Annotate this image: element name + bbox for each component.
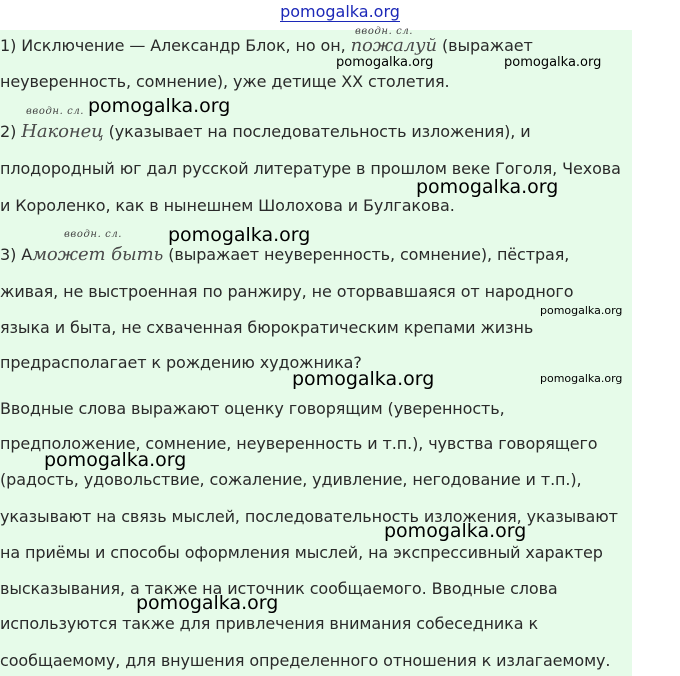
p3-line1 [0,245,569,265]
p3-text-pre: 3) А [0,245,33,264]
p1-text-pre: 1) Исключение — Александр Блок, но он, [0,36,346,55]
p3-line2: живая, не выстроенная по ранжиру, не оторвавшаяся от народного [0,282,574,301]
explanation-line: Вводные слова выражают оценку говорящим (уверенность, [0,399,505,418]
explanation-line: на приёмы и способы оформления мыслей, на экспрессивный характер [0,543,603,562]
watermark: pomogalka.org [136,592,279,614]
intro-word-note: вводн. сл. [355,26,414,37]
intro-word: пожалуй [350,35,437,56]
watermark: pomogalka.org [384,520,527,542]
intro-word: может быть [32,244,164,265]
p2-line1 [0,122,531,142]
explanation-line: сообщаемому, для внушения определенного отношения к излагаемому. [0,651,611,670]
watermark: pomogalka.org [336,55,434,70]
p1-line1 [0,36,533,56]
intro-word-note: вводн. сл. [26,106,85,117]
p3-line3: языка и быта, не схваченная бюрократическим крепами жизнь [0,318,534,337]
watermark: pomogalka.org [292,368,435,390]
watermark: pomogalka.org [44,449,187,471]
p3-text-post: (выражает неуверенность, сомнение), пёстрая, [168,245,570,264]
explanation-line: высказывания, а также на источник сообщаемого. Вводные слова [0,579,558,598]
explanation-line: (радость, удовольствие, сожаление, удивление, негодование и т.п.), [0,470,582,489]
intro-word: Наконец [21,121,104,142]
watermark: pomogalka.org [88,95,231,117]
watermark: pomogalka.org [540,372,623,385]
p2-text-pre: 2) [0,122,17,141]
watermark: pomogalka.org [540,304,623,317]
p2-line3: и Короленко, как в нынешнем Шолохова и Булгакова. [0,196,455,215]
p1-text-post: (выражает [441,36,533,55]
intro-word-note: вводн. сл. [64,229,123,240]
watermark: pomogalka.org [416,176,559,198]
explanation-line: предположение, сомнение, неуверенность и т.п.), чувства говорящего [0,434,598,453]
header-watermark[interactable]: pomogalka.org [280,2,400,21]
watermark: pomogalka.org [504,55,602,70]
p1-line2: неуверенность, сомнение), уже детище XX столетия. [0,72,450,91]
watermark: pomogalka.org [168,224,311,246]
p2-line2: плодородный юг дал русской литературе в прошлом веке Гоголя, Чехова [0,159,621,178]
explanation-line: используются также для привлечения внимания собеседника к [0,614,539,633]
p3-line4: предрасполагает к рождению художника? [0,353,362,372]
p2-text-post: (указывает на последовательность изложения), и [108,122,531,141]
explanation-line: указывают на связь мыслей, последовательность изложения, указывают [0,507,618,526]
